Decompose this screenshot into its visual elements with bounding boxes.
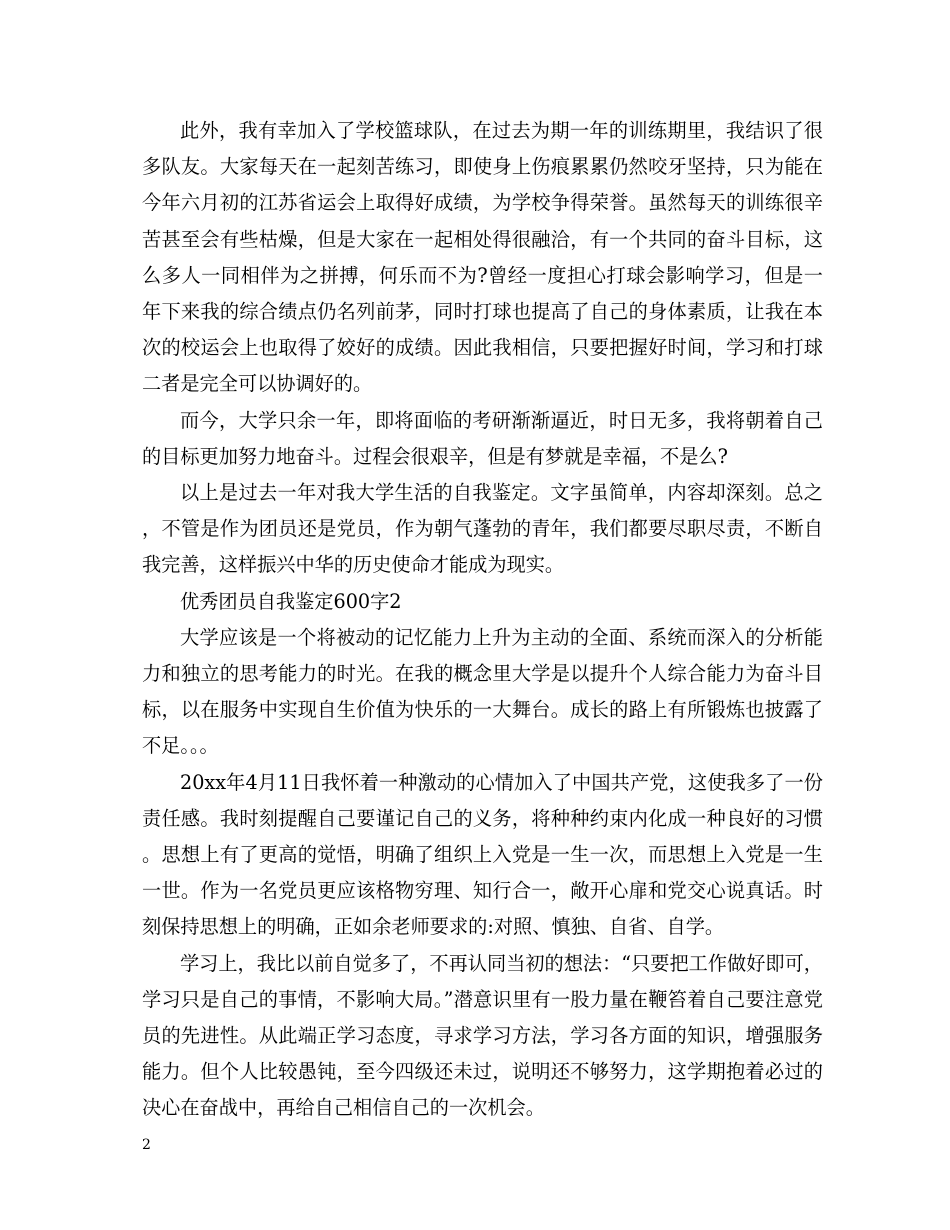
section-heading: 优秀团员自我鉴定600字2 xyxy=(180,589,402,613)
paragraph-basketball: 此外，我有幸加入了学校篮球队，在过去为期一年的训练期里，我结识了很多队友。大家每天在一起刻苦练习，即使身上伤痕累累仍然咬牙坚持，只为能在今年六月初的江苏省运会上取得好成绩，为学校争得荣誉。虽然每天的训练很辛苦甚至会有些枯燥，但是大家在一起相处得很融洽，有一个共同的奋斗目标，这么多人一同相伴为之拼搏，何乐而不为?曾经一度担心打球会影响学习，但是一年下来我的综合绩点仍名列前茅，同时打球也提高了自己的身体素质，让我在本次的校运会上也取得了姣好的成绩。因此我相信，只要把握好时间，学习和打球二者是完全可以协调好的。 xyxy=(142,119,823,396)
paragraph-university: 大学应该是一个将被动的记忆能力上升为主动的全面、系统而深入的分析能力和独立的思考能力的时光。在我的概念里大学是以提升个人综合能力为奋斗目标，以在服务中实现自生价值为快乐的一大舞台。成长的路上有所锻炼也披露了不足。。。 xyxy=(142,625,823,758)
document-body xyxy=(142,113,823,1127)
paragraph-final-year: 而今，大学只余一年，即将面临的考研渐渐逼近，时日无多，我将朝着自己的目标更加努力地奋斗。过程会很艰辛，但是有梦就是幸福，不是么? xyxy=(142,408,823,468)
paragraph-summary: 以上是过去一年对我大学生活的自我鉴定。文字虽简单，内容却深刻。总之，不管是作为团员还是党员，作为朝气蓬勃的青年，我们都要尽职尽责，不断自我完善，这样振兴中华的历史使命才能成为现实。 xyxy=(142,481,823,577)
page-number: 2 xyxy=(142,1137,151,1153)
paragraph-study: 学习上，我比以前自觉多了，不再认同当初的想法：“只要把工作做好即可，学习只是自己的事情，不影响大局。”潜意识里有一股力量在鞭笞着自己要注意党员的先进性。从此端正学习态度，寻求学习方法，学习各方面的知识，增强服务能力。但个人比较愚钝，至今四级还未过，说明还不够努力，这学期抱着必过的决心在奋战中，再给自己相信自己的一次机会。 xyxy=(142,951,823,1120)
paragraph-party-join: 20xx年4月11日我怀着一种激动的心情加入了中国共产党，这使我多了一份责任感。我时刻提醒自己要谨记自己的义务，将种种约束内化成一种良好的习惯。思想上有了更高的觉悟，明确了组织上入党是一生一次，而思想上入党是一生一世。作为一名党员更应该格物穷理、知行合一，敞开心扉和党交心说真话。时刻保持思想上的明确，正如余老师要求的:对照、慎独、自省、自学。 xyxy=(142,770,823,939)
